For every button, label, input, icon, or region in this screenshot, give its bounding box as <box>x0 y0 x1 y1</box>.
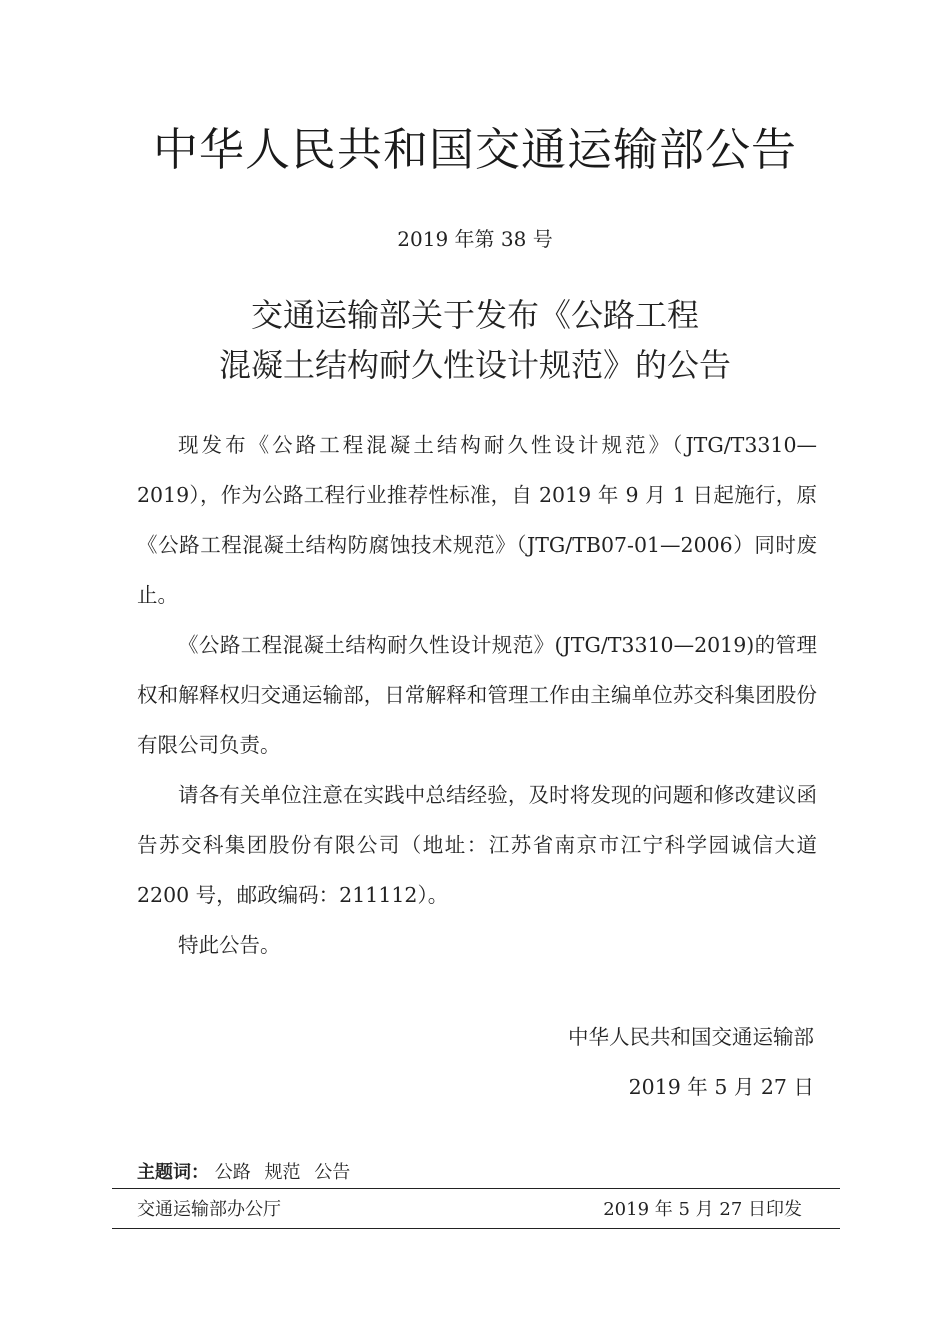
body-paragraph-4: 特此公告。 <box>178 933 281 957</box>
keyword-item: 公路 <box>214 1162 251 1183</box>
keyword-item: 公告 <box>314 1162 351 1183</box>
body-paragraph-3: 请各有关单位注意在实践中总结经验，及时将发现的问题和修改建议函告苏交科集团股份有限公司（地址：江苏省南京市江宁科学园诚信大道 2200 号，邮政编码：211112）。 <box>137 783 817 907</box>
document-number: 2019 年第 38 号 <box>397 227 553 251</box>
body-paragraph-2: 《公路工程混凝土结构耐久性设计规范》(JTG/T3310—2019)的管理权和解释权归交通运输部，日常解释和管理工作由主编单位苏交科集团股份有限公司负责。 <box>137 633 817 757</box>
keyword-item: 规范 <box>264 1162 301 1183</box>
document-title: 中华人民共和国交通运输部公告 <box>152 123 797 176</box>
footer-divider-bottom <box>112 1228 840 1229</box>
subject-line-2: 混凝土结构耐久性设计规范》的公告 <box>218 346 731 384</box>
body-paragraph-1: 现发布《公路工程混凝土结构耐久性设计规范》（JTG/T3310—2019），作为公路工程行业推荐性标准，自 2019 年 9 月 1 日起施行，原《公路工程混凝土结构防腐蚀技术规范》（JTG/TB07-01—2006）同时废止。 <box>137 433 817 607</box>
keywords-line <box>137 1160 358 1186</box>
announcement-subject <box>0 290 950 390</box>
print-date: 2019 年 5 月 27 日印发 <box>603 1199 802 1220</box>
signature-block <box>568 1012 814 1112</box>
footer-divider-top <box>112 1188 840 1189</box>
subject-line-1: 交通运输部关于发布《公路工程 <box>250 296 699 334</box>
announcement-body <box>137 420 817 970</box>
issuing-office: 交通运输部办公厅 <box>137 1199 281 1220</box>
issuer-name: 中华人民共和国交通运输部 <box>568 1025 814 1049</box>
issue-date: 2019 年 5 月 27 日 <box>628 1075 814 1099</box>
keywords-label: 主题词： <box>137 1162 209 1183</box>
